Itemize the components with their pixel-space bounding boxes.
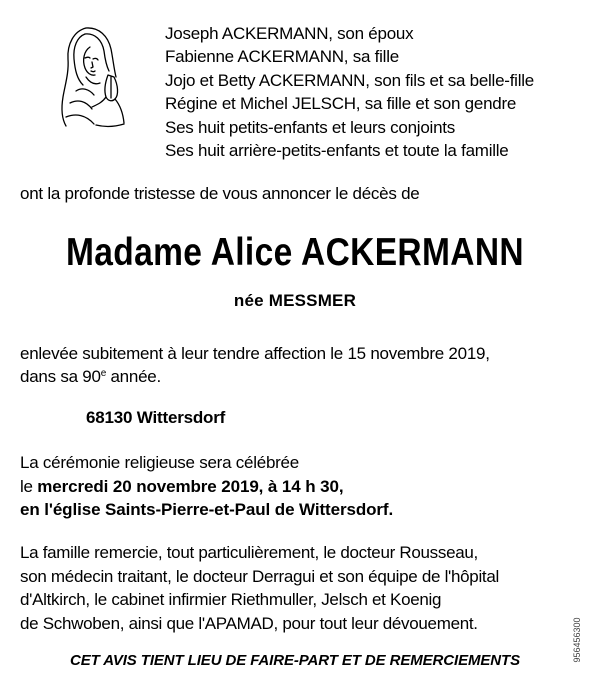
reference-number [566, 600, 588, 680]
ceremony-info [20, 451, 393, 522]
ceremony-date-line [20, 475, 393, 499]
age-line [20, 365, 490, 388]
family-member: Jojo et Betty ACKERMANN, son fils et sa belle-fille [165, 70, 534, 90]
ceremony-location [20, 498, 393, 522]
family-member: Ses huit petits-enfants et leurs conjoints [165, 117, 455, 137]
acknowledgement-line: son médecin traitant, le docteur Derragui et son équipe de l'hôpital [20, 566, 499, 586]
family-member: Ses huit arrière-petits-enfants et toute la famille [165, 141, 509, 161]
ceremony-date: mercredi 20 novembre 2019, à 14 h 30, [37, 476, 344, 496]
family-list [165, 22, 534, 162]
ceremony-church: en l'église Saints-Pierre-et-Paul de Wittersdorf. [20, 500, 394, 519]
passing-statement [20, 342, 490, 388]
acknowledgement-line: La famille remercie, tout particulièrement, le docteur Rousseau, [20, 543, 478, 562]
address: 68130 Wittersdorf [86, 408, 226, 427]
announcement-intro: ont la profonde tristesse de vous annoncer le décès de [20, 184, 420, 203]
maiden-name: née MESSMER [233, 291, 357, 310]
acknowledgements [20, 541, 499, 635]
reference-number-text: 956456300 [572, 617, 582, 663]
ordinal-suffix: e [100, 368, 106, 379]
praying-virgin-icon [56, 25, 130, 130]
family-member: Régine et Michel JELSCH, sa fille et son gendre [165, 94, 517, 114]
passing-line: enlevée subitement à leur tendre affection le 15 novembre 2019, [20, 344, 490, 363]
ceremony-date-prefix: le [20, 476, 38, 496]
age-text: dans sa 90 [20, 367, 101, 386]
acknowledgement-line: de Schwoben, ainsi que l'APAMAD, pour tout leur dévouement. [20, 613, 478, 633]
acknowledgement-line: d'Altkirch, le cabinet infirmier Riethmuller, Jelsch et Koenig [20, 590, 442, 609]
closing-notice: CET AVIS TIENT LIEU DE FAIRE-PART ET DE REMERCIEMENTS [69, 652, 520, 669]
family-member: Joseph ACKERMANN, son époux [165, 24, 414, 43]
family-member: Fabienne ACKERMANN, sa fille [165, 47, 399, 67]
ceremony-line: La cérémonie religieuse sera célébrée [20, 453, 299, 472]
deceased-name: Madame Alice ACKERMANN [66, 231, 524, 274]
age-text-end: année. [106, 367, 161, 386]
